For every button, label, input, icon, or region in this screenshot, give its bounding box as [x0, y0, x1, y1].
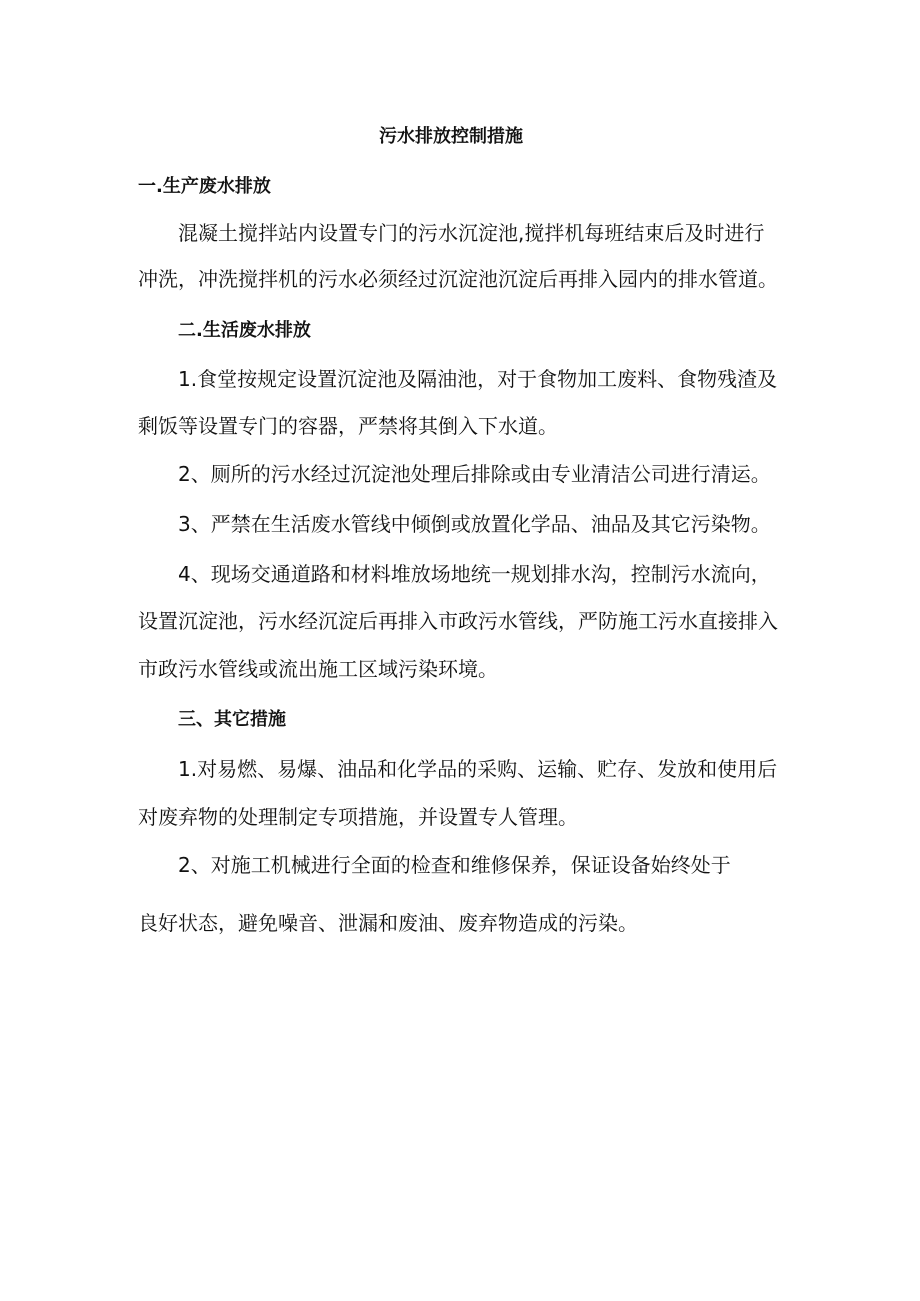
- document-title: 污水排放控制措施: [379, 126, 523, 147]
- section3-item2-line2: 良好状态，避免噪音、泄漏和废油、废弃物造成的污染。: [138, 911, 638, 935]
- section2-item2-line1: 2、厕所的污水经过沉淀池处理后排除或由专业清洁公司进行清运。: [178, 462, 771, 486]
- section2-item4-line1: 4、现场交通道路和材料堆放场地统一规划排水沟，控制污水流向，: [178, 562, 771, 586]
- section1-para1-line1: 混凝土搅拌站内设置专门的污水沉淀池,搅拌机每班结束后及时进行: [178, 221, 765, 245]
- section1-heading: 一.生产废水排放: [138, 176, 271, 197]
- section3-item1-line1: 1.对易燃、易爆、油品和化学品的采购、运输、贮存、发放和使用后: [178, 757, 778, 781]
- section2-item1-line2: 剩饭等设置专门的容器，严禁将其倒入下水道。: [138, 414, 558, 438]
- section3-item2-line1: 2、对施工机械进行全面的检查和维修保养，保证设备始终处于: [178, 853, 731, 877]
- section3-heading: 三、其它措施: [178, 709, 286, 730]
- section2-item3-line1: 3、严禁在生活废水管线中倾倒或放置化学品、油品及其它污染物。: [178, 512, 771, 536]
- section2-heading: 二.生活废水排放: [178, 320, 311, 341]
- section3-item1-line2: 对废弃物的处理制定专项措施，并设置专人管理。: [138, 805, 578, 829]
- section2-item4-line3: 市政污水管线或流出施工区域污染环境。: [138, 657, 498, 681]
- section2-item1-line1: 1.食堂按规定设置沉淀池及隔油池，对于食物加工废料、食物残渣及: [178, 367, 778, 391]
- section2-item4-line2: 设置沉淀池，污水经沉淀后再排入市政污水管线，严防施工污水直接排入: [138, 609, 778, 633]
- section1-para1-line2: 冲洗，冲洗搅拌机的污水必须经过沉淀池沉淀后再排入园内的排水管道。: [138, 267, 778, 291]
